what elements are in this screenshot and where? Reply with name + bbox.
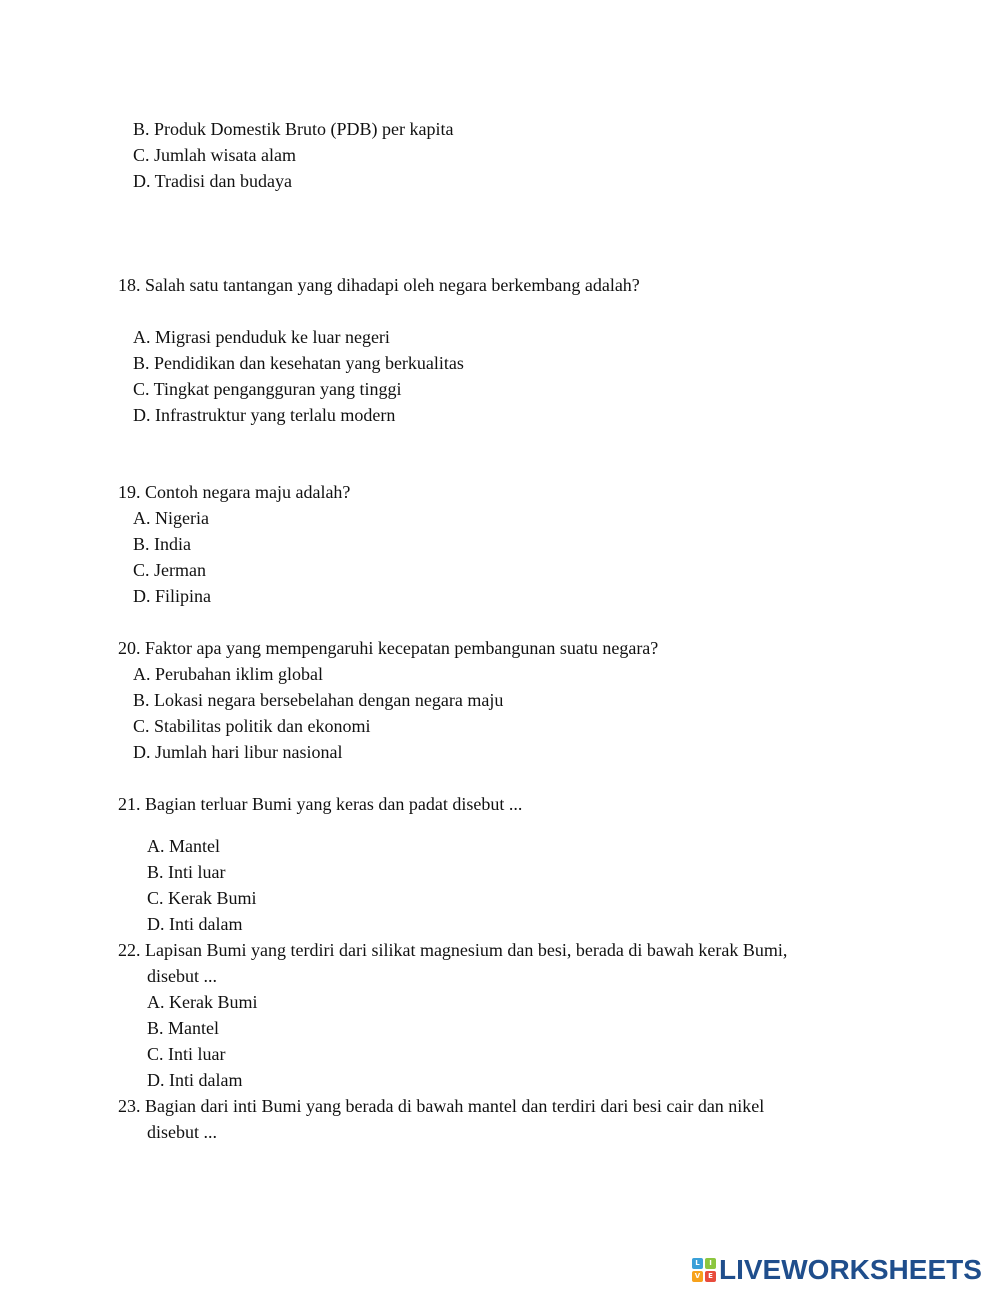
- q23-question-line2: disebut ...: [147, 1122, 217, 1142]
- logo-tile-i: I: [705, 1258, 716, 1269]
- q23-question-line1: 23. Bagian dari inti Bumi yang berada di bawah mantel dan terdiri dari besi cair dan nikel: [118, 1096, 765, 1116]
- liveworksheets-logo-icon: [692, 1258, 716, 1282]
- logo-tile-e: E: [705, 1271, 716, 1282]
- q22-question-line2: disebut ...: [147, 966, 217, 986]
- q19-option-c: C. Jerman: [133, 560, 206, 580]
- q22-option-a: A. Kerak Bumi: [147, 992, 258, 1012]
- q20-option-c: C. Stabilitas politik dan ekonomi: [133, 716, 371, 736]
- q21-option-b: B. Inti luar: [147, 862, 226, 882]
- q21-option-d: D. Inti dalam: [147, 914, 243, 934]
- q18-option-d: D. Infrastruktur yang terlalu modern: [133, 405, 396, 425]
- q17-option-c: C. Jumlah wisata alam: [133, 145, 296, 165]
- q19-question: 19. Contoh negara maju adalah?: [118, 482, 351, 502]
- q22-option-d: D. Inti dalam: [147, 1070, 243, 1090]
- q22-question-line1: 22. Lapisan Bumi yang terdiri dari silikat magnesium dan besi, berada di bawah kerak Bumi,: [118, 940, 788, 960]
- logo-tile-l: L: [692, 1258, 703, 1269]
- q19-option-d: D. Filipina: [133, 586, 212, 606]
- q18-option-a: A. Migrasi penduduk ke luar negeri: [133, 327, 390, 347]
- q18-option-b: B. Pendidikan dan kesehatan yang berkualitas: [133, 353, 464, 373]
- q22-option-b: B. Mantel: [147, 1018, 219, 1038]
- q17-option-b: B. Produk Domestik Bruto (PDB) per kapita: [133, 119, 454, 139]
- q20-option-b: B. Lokasi negara bersebelahan dengan negara maju: [133, 690, 504, 710]
- q20-option-d: D. Jumlah hari libur nasional: [133, 742, 343, 762]
- q19-option-b: B. India: [133, 534, 191, 554]
- q22-option-c: C. Inti luar: [147, 1044, 226, 1064]
- liveworksheets-brand[interactable]: [692, 1255, 982, 1285]
- q21-option-c: C. Kerak Bumi: [147, 888, 257, 908]
- q20-question: 20. Faktor apa yang mempengaruhi kecepatan pembangunan suatu negara?: [118, 638, 659, 658]
- q21-option-a: A. Mantel: [147, 836, 220, 856]
- q20-option-a: A. Perubahan iklim global: [133, 664, 323, 684]
- q19-option-a: A. Nigeria: [133, 508, 209, 528]
- brand-name: LIVEWORKSHEETS: [719, 1254, 982, 1285]
- q17-option-d: D. Tradisi dan budaya: [133, 171, 292, 191]
- logo-tile-v: V: [692, 1271, 703, 1282]
- q18-question: 18. Salah satu tantangan yang dihadapi oleh negara berkembang adalah?: [118, 275, 640, 295]
- q18-option-c: C. Tingkat pengangguran yang tinggi: [133, 379, 402, 399]
- q21-question: 21. Bagian terluar Bumi yang keras dan padat disebut ...: [118, 794, 523, 814]
